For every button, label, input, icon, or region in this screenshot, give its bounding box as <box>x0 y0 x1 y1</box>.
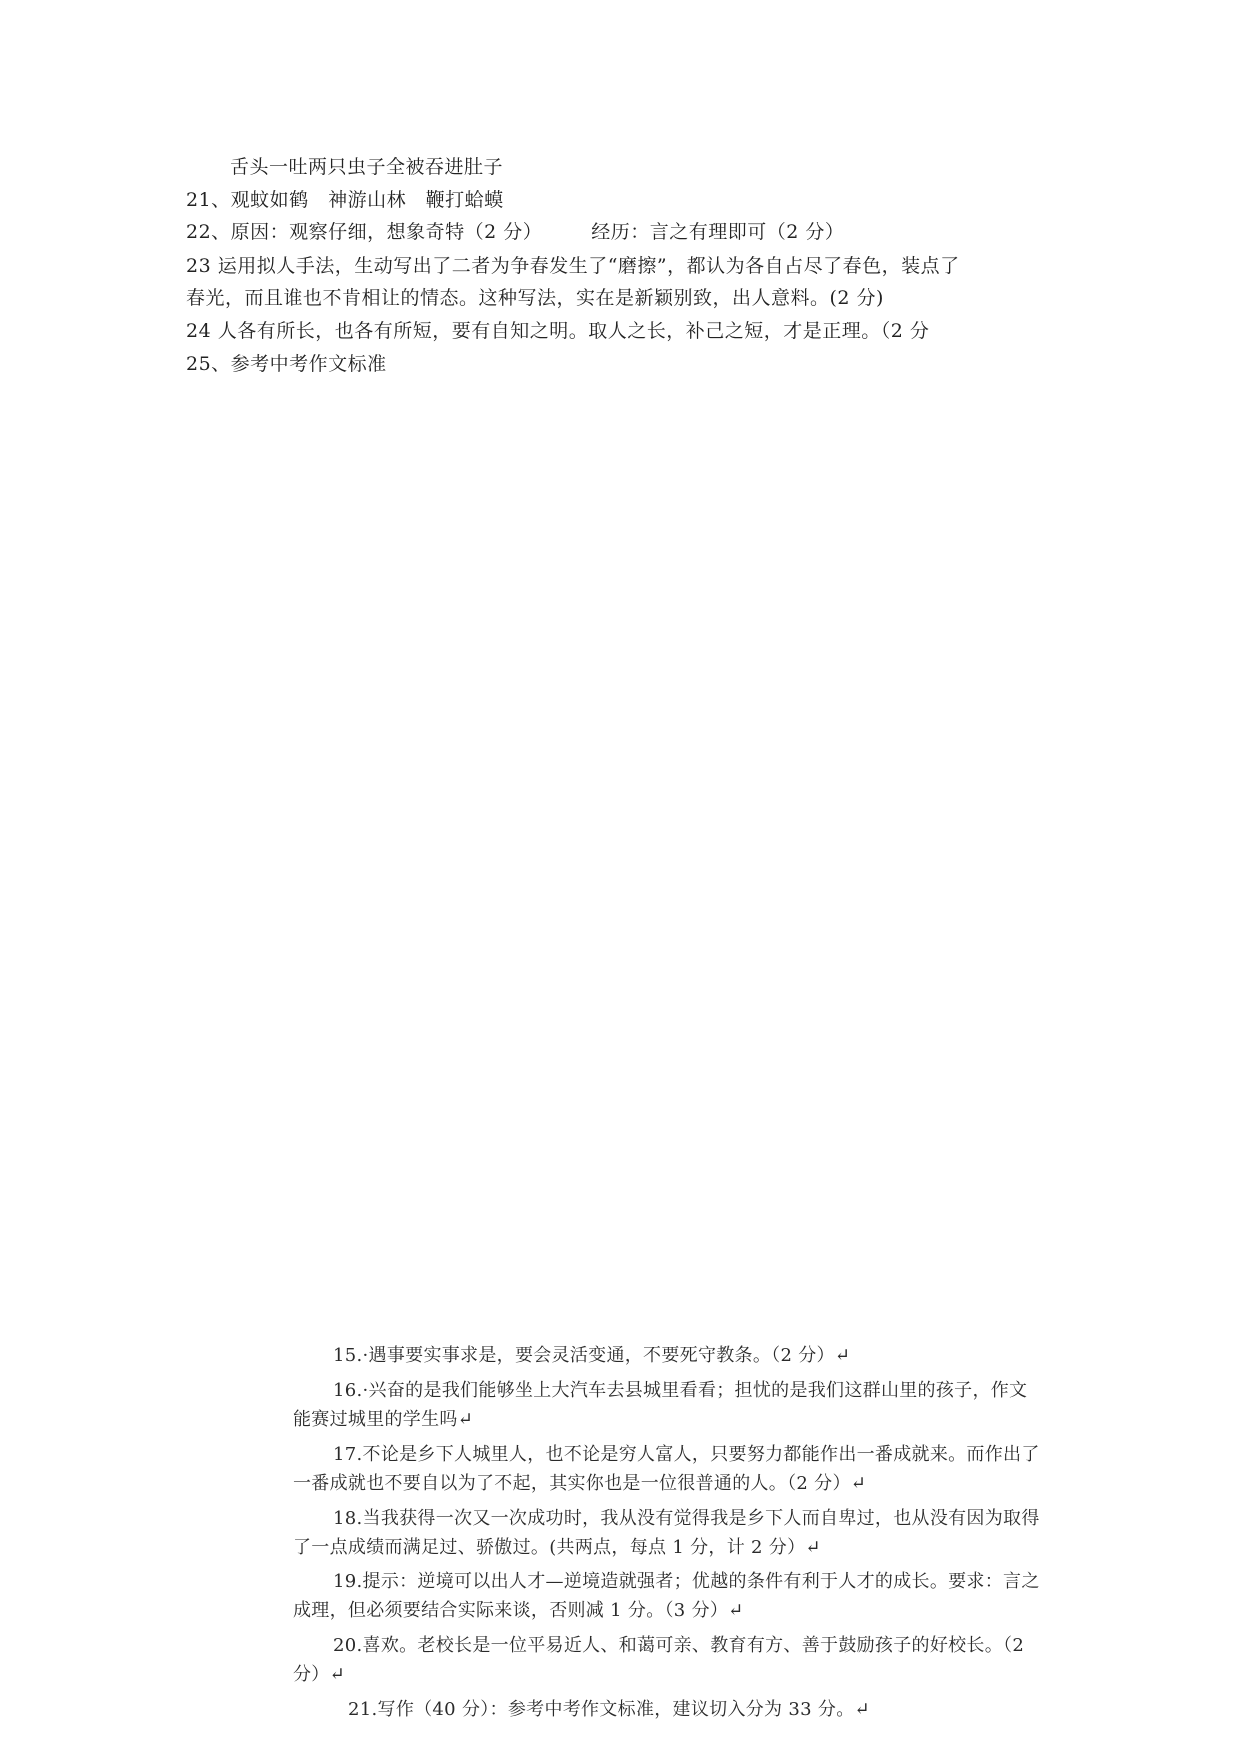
answer-line-16-cont: 能赛过城里的学生吗↵ <box>293 1409 474 1430</box>
answer-line-23: 23 运用拟人手法，生动写出了二者为争春发生了“磨擦”，都认为各自占尽了春色，装点了 <box>186 255 960 277</box>
answer-line-19-cont: 成理，但必须要结合实际来谈，否则减 1 分。（3 分）↵ <box>293 1600 744 1621</box>
answer-line-20-cont: 分）↵ <box>293 1664 345 1685</box>
answer-line-18-cont: 了一点成绩而满足过、骄傲过。(共两点，每点 1 分，计 2 分）↵ <box>293 1537 821 1558</box>
answer-line-20: 20.喜欢。老校长是一位平易近人、和蔼可亲、教育有方、善于鼓励孩子的好校长。（2 <box>333 1635 1025 1656</box>
answer-line-17-cont: 一番成就也不要自以为了不起，其实你也是一位很普通的人。（2 分）↵ <box>293 1473 867 1494</box>
answer-line-23-cont: 春光，而且谁也不肯相让的情态。这种写法，实在是新颖别致，出人意料。(2 分) <box>186 287 884 309</box>
answer-line-21-writing: 21.写作（40 分）：参考中考作文标准，建议切入分为 33 分。↵ <box>348 1699 870 1720</box>
answer-line-16: 16.·兴奋的是我们能够坐上大汽车去县城里看看；担忧的是我们这群山里的孩子，作文 <box>333 1380 1028 1401</box>
answer-line-17: 17.不论是乡下人城里人，也不论是穷人富人，只要努力都能作出一番成就来。而作出了 <box>333 1444 1040 1465</box>
answer-line: 舌头一吐两只虫子全被吞进肚子 <box>230 156 504 178</box>
answer-line-21: 21、观蚊如鹤 神游山林 鞭打蛤蟆 <box>186 189 504 211</box>
answer-line-22: 22、原因：观察仔细，想象奇特（2 分） 经历：言之有理即可（2 分） <box>186 221 845 243</box>
answer-line-15: 15.·遇事要实事求是，要会灵活变通，不要死守教条。（2 分）↵ <box>333 1345 851 1366</box>
answer-line-25: 25、参考中考作文标准 <box>186 353 387 375</box>
answer-line-18: 18.当我获得一次又一次成功时，我从没有觉得我是乡下人而自卑过，也从没有因为取得 <box>333 1508 1040 1529</box>
answer-line-24: 24 人各有所长，也各有所短，要有自知之明。取人之长，补己之短，才是正理。（2 分 <box>186 320 930 342</box>
answer-line-19: 19.提示：逆境可以出人才—逆境造就强者；优越的条件有利于人才的成长。要求：言之 <box>333 1571 1040 1592</box>
